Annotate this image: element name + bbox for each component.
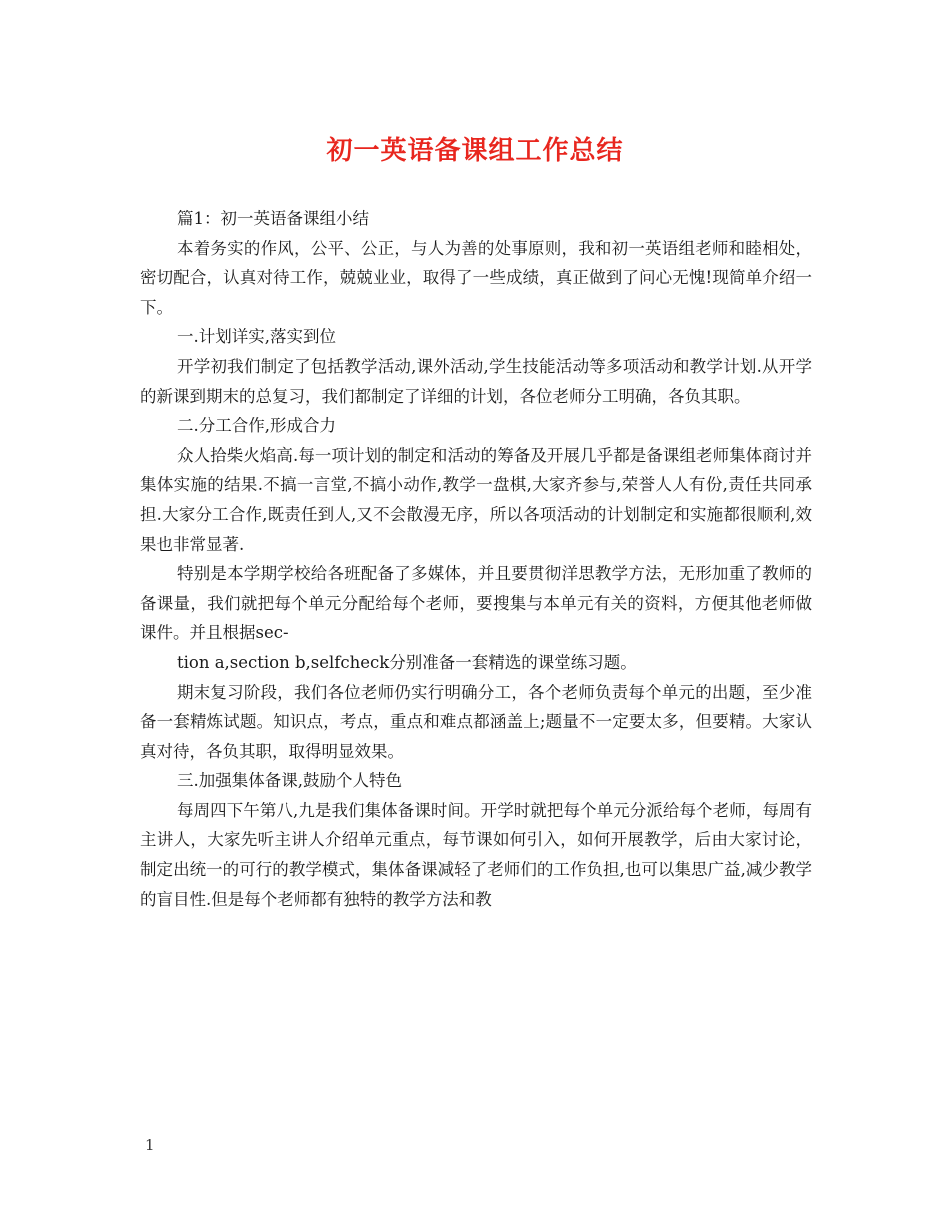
section-heading: 一.计划详实,落实到位 xyxy=(177,327,336,347)
section-heading: 篇1：初一英语备课组小结 xyxy=(177,209,369,228)
section-heading: 二.分工合作,形成合力 xyxy=(177,416,336,436)
paragraph: 每周四下午第八,九是我们集体备课时间。开学时就把每个单元分派给每个老师，每周有主讲人，大家先听主讲人介绍单元重点，每节课如何引入，如何开展教学，后由大家讨论，制定出统一的可行的教学模式，集体备课减轻了老师们的工作负担,也可以集思广益,减少教学的盲目性.但是每个老师都有独特的教学方法和教 xyxy=(140,800,812,909)
paragraph: tion a,section b,selfcheck分别准备一套精选的课堂练习题。 xyxy=(177,652,637,672)
page-number: 1 xyxy=(145,1136,155,1154)
document-body xyxy=(140,204,812,914)
paragraph: 开学初我们制定了包括教学活动,课外活动,学生技能活动等多项活动和教学计划.从开学的新课到期末的总复习，我们都制定了详细的计划，各位老师分工明确，各负其职。 xyxy=(140,356,812,406)
paragraph: 本着务实的作风，公平、公正，与人为善的处事原则，我和初一英语组老师和睦相处，密切配合，认真对待工作，兢兢业业，取得了一些成绩，真正做到了问心无愧!现简单介绍一下。 xyxy=(140,238,812,317)
document-title: 初一英语备课组工作总结 xyxy=(326,136,624,166)
paragraph: 特别是本学期学校给各班配备了多媒体，并且要贯彻洋思教学方法，无形加重了教师的备课量，我们就把每个单元分配给每个老师，要搜集与本单元有关的资料，方便其他老师做课件。并且根据sec- xyxy=(140,564,812,643)
paragraph: 期末复习阶段，我们各位老师仍实行明确分工，各个老师负责每个单元的出题，至少准备一套精炼试题。知识点，考点，重点和难点都涵盖上;题量不一定要太多，但要精。大家认真对待，各负其职，取得明显效果。 xyxy=(140,682,812,761)
paragraph: 众人拾柴火焰高.每一项计划的制定和活动的筹备及开展几乎都是备课组老师集体商讨并集体实施的结果.不搞一言堂,不搞小动作,教学一盘棋,大家齐参与,荣誉人人有份,责任共同承担.大家分工合作,既责任到人,又不会散漫无序，所以各项活动的计划制定和实施都很顺利,效果也非常显著. xyxy=(140,445,812,554)
section-heading: 三.加强集体备课,鼓励个人特色 xyxy=(177,771,402,791)
